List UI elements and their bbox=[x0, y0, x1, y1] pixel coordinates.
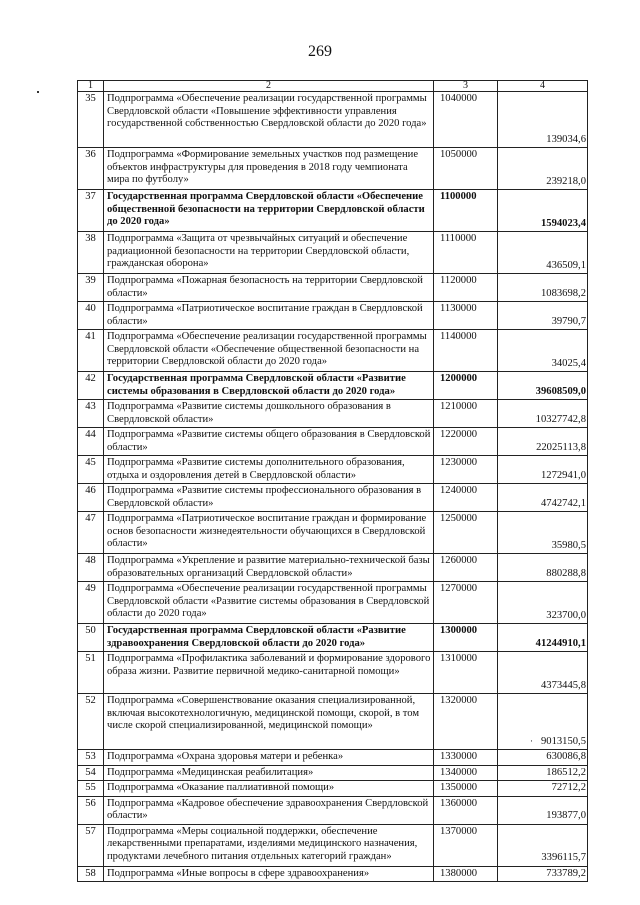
amount: 733789,2 bbox=[498, 866, 588, 882]
program-code: 1140000 bbox=[434, 330, 498, 372]
program-code: 1350000 bbox=[434, 781, 498, 797]
program-name: Государственная программа Свердловской области «Развитие здравоохранения Свердловской области до 2020 года» bbox=[104, 624, 434, 652]
pen-mark: · bbox=[529, 735, 533, 746]
program-code: 1130000 bbox=[434, 302, 498, 330]
amount: 880288,8 bbox=[498, 554, 588, 582]
budget-table bbox=[77, 80, 588, 882]
amount: 39790,7 bbox=[498, 302, 588, 330]
program-code: 1360000 bbox=[434, 796, 498, 824]
amount: 41244910,1 bbox=[498, 624, 588, 652]
table-row bbox=[78, 824, 588, 866]
program-code: 1330000 bbox=[434, 750, 498, 766]
table-row bbox=[78, 781, 588, 797]
row-number: 37 bbox=[78, 190, 104, 232]
row-number: 45 bbox=[78, 456, 104, 484]
amount: 3396115,7 bbox=[498, 824, 588, 866]
row-number: 43 bbox=[78, 400, 104, 428]
program-name: Подпрограмма «Развитие системы дополнительного образования, отдыха и оздоровления детей в Свердловской области» bbox=[104, 456, 434, 484]
table-row bbox=[78, 190, 588, 232]
program-name: Подпрограмма «Укрепление и развитие материально-технической базы образовательных организаций Свердловской области» bbox=[104, 554, 434, 582]
amount: 1272941,0 bbox=[498, 456, 588, 484]
amount: 72712,2 bbox=[498, 781, 588, 797]
program-name: Подпрограмма «Совершенствование оказания специализированной, включая высокотехнологичную, медицинской помощи, скорой, в том числе скорой специализированной, медицинской помощи» bbox=[104, 694, 434, 750]
table-row bbox=[78, 372, 588, 400]
program-name: Подпрограмма «Развитие системы дошкольного образования в Свердловской области» bbox=[104, 400, 434, 428]
table-row bbox=[78, 512, 588, 554]
amount: 10327742,8 bbox=[498, 400, 588, 428]
row-number: 44 bbox=[78, 428, 104, 456]
program-code: 1100000 bbox=[434, 190, 498, 232]
table-row bbox=[78, 274, 588, 302]
table-row bbox=[78, 330, 588, 372]
header-col-1: 1 bbox=[78, 81, 104, 92]
amount: 193877,0 bbox=[498, 796, 588, 824]
amount: 139034,6 bbox=[498, 92, 588, 148]
program-name: Подпрограмма «Патриотическое воспитание граждан в Свердловской области» bbox=[104, 302, 434, 330]
program-name: Подпрограмма «Обеспечение реализации государственной программы Свердловской области «Повышение эффективности управления государственной собственностью Свердловской области до 2020 года» bbox=[104, 92, 434, 148]
program-name: Подпрограмма «Формирование земельных участков под размещение объектов инфраструктуры для проведения в 2018 году чемпионата мира по футболу» bbox=[104, 148, 434, 190]
amount bbox=[498, 694, 588, 750]
table-row bbox=[78, 92, 588, 148]
program-code: 1050000 bbox=[434, 148, 498, 190]
table-row bbox=[78, 148, 588, 190]
table-row bbox=[78, 302, 588, 330]
program-code: 1260000 bbox=[434, 554, 498, 582]
row-number: 50 bbox=[78, 624, 104, 652]
row-number: 57 bbox=[78, 824, 104, 866]
table-row bbox=[78, 694, 588, 750]
amount: 436509,1 bbox=[498, 232, 588, 274]
row-number: 35 bbox=[78, 92, 104, 148]
row-number: 48 bbox=[78, 554, 104, 582]
program-code: 1380000 bbox=[434, 866, 498, 882]
row-number: 49 bbox=[78, 582, 104, 624]
program-name: Подпрограмма «Оказание паллиативной помощи» bbox=[104, 781, 434, 797]
program-code: 1200000 bbox=[434, 372, 498, 400]
table-row bbox=[78, 456, 588, 484]
program-code: 1110000 bbox=[434, 232, 498, 274]
row-number: 38 bbox=[78, 232, 104, 274]
amount: 22025113,8 bbox=[498, 428, 588, 456]
program-code: 1120000 bbox=[434, 274, 498, 302]
program-code: 1230000 bbox=[434, 456, 498, 484]
row-number: 47 bbox=[78, 512, 104, 554]
row-number: 54 bbox=[78, 765, 104, 781]
table-row bbox=[78, 765, 588, 781]
table-row bbox=[78, 750, 588, 766]
program-name: Государственная программа Свердловской области «Обеспечение общественной безопасности на территории Свердловской области до 2020 года» bbox=[104, 190, 434, 232]
row-number: 41 bbox=[78, 330, 104, 372]
amount: 39608509,0 bbox=[498, 372, 588, 400]
row-number: 53 bbox=[78, 750, 104, 766]
row-number: 40 bbox=[78, 302, 104, 330]
amount: 1594023,4 bbox=[498, 190, 588, 232]
program-name: Подпрограмма «Охрана здоровья матери и ребенка» bbox=[104, 750, 434, 766]
row-number: 51 bbox=[78, 652, 104, 694]
row-number: 46 bbox=[78, 484, 104, 512]
amount-value: 9013150,5 bbox=[540, 735, 586, 747]
program-name: Подпрограмма «Иные вопросы в сфере здравоохранения» bbox=[104, 866, 434, 882]
table-row bbox=[78, 428, 588, 456]
header-row bbox=[78, 81, 588, 92]
program-code: 1320000 bbox=[434, 694, 498, 750]
program-name: Подпрограмма «Развитие системы профессионального образования в Свердловской области» bbox=[104, 484, 434, 512]
program-name: Подпрограмма «Кадровое обеспечение здравоохранения Свердловской области» bbox=[104, 796, 434, 824]
program-code: 1340000 bbox=[434, 765, 498, 781]
program-name: Подпрограмма «Обеспечение реализации государственной программы Свердловской области «Развитие системы образования в Свердловской области до 2020 года» bbox=[104, 582, 434, 624]
program-name: Государственная программа Свердловской области «Развитие системы образования в Свердловской области до 2020 года» bbox=[104, 372, 434, 400]
amount: 4373445,8 bbox=[498, 652, 588, 694]
row-number: 58 bbox=[78, 866, 104, 882]
program-code: 1220000 bbox=[434, 428, 498, 456]
table-row bbox=[78, 624, 588, 652]
program-code: 1240000 bbox=[434, 484, 498, 512]
page-number: 269 bbox=[308, 43, 332, 60]
table-header bbox=[78, 81, 588, 92]
row-number: 36 bbox=[78, 148, 104, 190]
amount: 4742742,1 bbox=[498, 484, 588, 512]
program-name: Подпрограмма «Пожарная безопасность на территории Свердловской области» bbox=[104, 274, 434, 302]
amount: 35980,5 bbox=[498, 512, 588, 554]
program-code: 1040000 bbox=[434, 92, 498, 148]
program-name: Подпрограмма «Обеспечение реализации государственной программы Свердловской области «Обеспечение общественной безопасности на территории Свердловской области до 2020 года» bbox=[104, 330, 434, 372]
amount: 1083698,2 bbox=[498, 274, 588, 302]
header-col-3: 3 bbox=[434, 81, 498, 92]
table-body bbox=[78, 92, 588, 882]
table-row bbox=[78, 796, 588, 824]
amount: 186512,2 bbox=[498, 765, 588, 781]
table-row bbox=[78, 232, 588, 274]
table-row bbox=[78, 866, 588, 882]
table-row bbox=[78, 582, 588, 624]
program-code: 1250000 bbox=[434, 512, 498, 554]
table-row bbox=[78, 400, 588, 428]
program-name: Подпрограмма «Меры социальной поддержки, обеспечение лекарственными препаратами, изделиями медицинского назначения, продуктами лечебного питания отдельных категорий граждан» bbox=[104, 824, 434, 866]
program-code: 1310000 bbox=[434, 652, 498, 694]
amount: 34025,4 bbox=[498, 330, 588, 372]
row-number: 52 bbox=[78, 694, 104, 750]
row-number: 55 bbox=[78, 781, 104, 797]
table-row bbox=[78, 554, 588, 582]
header-col-4: 4 bbox=[498, 81, 588, 92]
program-code: 1270000 bbox=[434, 582, 498, 624]
program-code: 1300000 bbox=[434, 624, 498, 652]
amount: 630086,8 bbox=[498, 750, 588, 766]
program-name: Подпрограмма «Патриотическое воспитание граждан и формирование основ безопасности жизнедеятельности обучающихся в Свердловской области» bbox=[104, 512, 434, 554]
amount: 323700,0 bbox=[498, 582, 588, 624]
row-number: 42 bbox=[78, 372, 104, 400]
program-code: 1370000 bbox=[434, 824, 498, 866]
table-row bbox=[78, 484, 588, 512]
program-name: Подпрограмма «Защита от чрезвычайных ситуаций и обеспечение радиационной безопасности на территории Свердловской области, гражданская оборона» bbox=[104, 232, 434, 274]
table-row bbox=[78, 652, 588, 694]
program-code: 1210000 bbox=[434, 400, 498, 428]
program-name: Подпрограмма «Профилактика заболеваний и формирование здорового образа жизни. Развитие первичной медико-санитарной помощи» bbox=[104, 652, 434, 694]
row-number: 56 bbox=[78, 796, 104, 824]
header-col-2: 2 bbox=[104, 81, 434, 92]
scan-speck bbox=[37, 91, 39, 93]
program-name: Подпрограмма «Медицинская реабилитация» bbox=[104, 765, 434, 781]
row-number: 39 bbox=[78, 274, 104, 302]
amount: 239218,0 bbox=[498, 148, 588, 190]
program-name: Подпрограмма «Развитие системы общего образования в Свердловской области» bbox=[104, 428, 434, 456]
